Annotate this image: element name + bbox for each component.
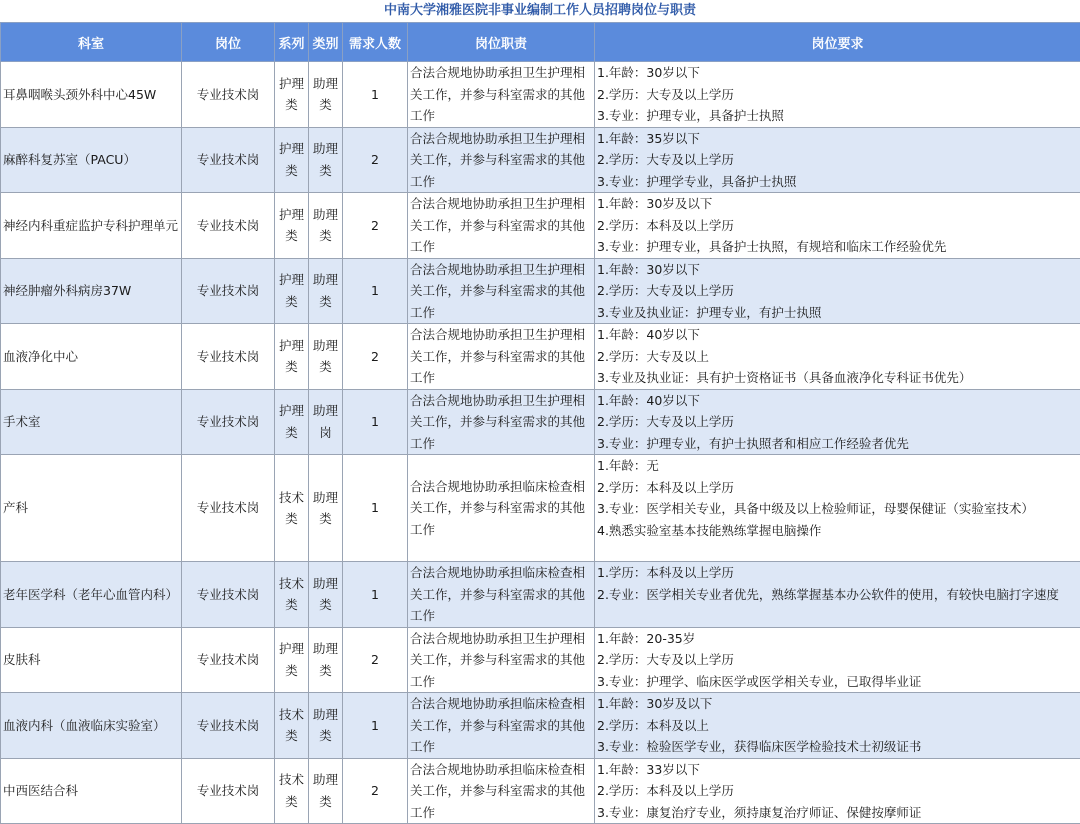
requirement-line: 1.年龄：30岁及以下 <box>597 193 1078 215</box>
requirement-line: 2.学历：大专及以上学历 <box>597 149 1078 171</box>
table-row <box>1 627 1080 693</box>
header-duty: 岗位职责 <box>408 23 595 62</box>
cell-category: 助理类 <box>309 127 343 193</box>
cell-post: 专业技术岗 <box>182 193 275 259</box>
cell-duty: 合法合规地协助承担卫生护理相关工作，并参与科室需求的其他工作 <box>408 127 595 193</box>
requirement-line: 1.年龄：无 <box>597 455 1078 477</box>
cell-series: 护理类 <box>275 62 309 128</box>
cell-dept: 麻醉科复苏室（PACU） <box>1 127 182 193</box>
requirement-line: 2.专业：医学相关专业者优先，熟练掌握基本办公软件的使用，有较快电脑打字速度 <box>597 584 1078 606</box>
requirement-line: 2.学历：大专及以上学历 <box>597 84 1078 106</box>
cell-dept: 中西医结合科 <box>1 758 182 824</box>
cell-count: 2 <box>343 127 408 193</box>
cell-series: 技术类 <box>275 758 309 824</box>
cell-duty: 合法合规地协助承担卫生护理相关工作，并参与科室需求的其他工作 <box>408 627 595 693</box>
requirement-line: 2.学历：大专及以上 <box>597 346 1078 368</box>
requirement-line: 3.专业：护理专业，有护士执照者和相应工作经验者优先 <box>597 433 1078 455</box>
cell-count: 1 <box>343 258 408 324</box>
requirement-line: 1.年龄：20-35岁 <box>597 628 1078 650</box>
table-row <box>1 127 1080 193</box>
cell-post: 专业技术岗 <box>182 562 275 628</box>
cell-post: 专业技术岗 <box>182 455 275 562</box>
table-row <box>1 562 1080 628</box>
cell-series: 护理类 <box>275 627 309 693</box>
cell-category: 助理类 <box>309 758 343 824</box>
cell-count: 2 <box>343 324 408 390</box>
requirement-line: 1.学历：本科及以上学历 <box>597 562 1078 584</box>
requirement-line: 3.专业：康复治疗专业，须持康复治疗师证、保健按摩师证 <box>597 802 1078 824</box>
cell-dept: 血液内科（血液临床实验室） <box>1 693 182 759</box>
cell-requirements <box>595 62 1080 128</box>
cell-duty: 合法合规地协助承担临床检查相关工作，并参与科室需求的其他工作 <box>408 758 595 824</box>
requirement-line: 3.专业：护理专业，具备护士执照，有规培和临床工作经验优先 <box>597 236 1078 258</box>
table-body <box>1 62 1080 824</box>
cell-dept: 皮肤科 <box>1 627 182 693</box>
requirement-line: 1.年龄：40岁以下 <box>597 324 1078 346</box>
cell-series: 护理类 <box>275 389 309 455</box>
cell-dept: 神经内科重症监护专科护理单元 <box>1 193 182 259</box>
requirement-line: 3.专业及执业证：护理专业，有护士执照 <box>597 302 1078 324</box>
cell-count: 1 <box>343 455 408 562</box>
table-row <box>1 693 1080 759</box>
table-row <box>1 258 1080 324</box>
cell-dept: 神经肿瘤外科病房37W <box>1 258 182 324</box>
cell-dept: 产科 <box>1 455 182 562</box>
cell-category: 助理类 <box>309 324 343 390</box>
cell-count: 2 <box>343 627 408 693</box>
cell-count: 1 <box>343 562 408 628</box>
cell-duty: 合法合规地协助承担卫生护理相关工作，并参与科室需求的其他工作 <box>408 389 595 455</box>
header-category: 类别 <box>309 23 343 62</box>
cell-requirements <box>595 455 1080 562</box>
cell-dept: 老年医学科（老年心血管内科） <box>1 562 182 628</box>
cell-count: 1 <box>343 62 408 128</box>
header-requirements: 岗位要求 <box>595 23 1080 62</box>
cell-requirements <box>595 693 1080 759</box>
cell-post: 专业技术岗 <box>182 758 275 824</box>
cell-post: 专业技术岗 <box>182 62 275 128</box>
cell-count: 1 <box>343 693 408 759</box>
header-series: 系列 <box>275 23 309 62</box>
cell-series: 技术类 <box>275 693 309 759</box>
requirement-line: 1.年龄：35岁以下 <box>597 128 1078 150</box>
cell-count: 1 <box>343 389 408 455</box>
cell-requirements <box>595 389 1080 455</box>
cell-duty: 合法合规地协助承担临床检查相关工作，并参与科室需求的其他工作 <box>408 455 595 562</box>
requirement-line: 1.年龄：40岁以下 <box>597 390 1078 412</box>
requirement-line: 1.年龄：30岁以下 <box>597 259 1078 281</box>
cell-category: 助理类 <box>309 62 343 128</box>
cell-duty: 合法合规地协助承担临床检查相关工作，并参与科室需求的其他工作 <box>408 562 595 628</box>
table-row <box>1 758 1080 824</box>
cell-series: 护理类 <box>275 193 309 259</box>
cell-dept: 手术室 <box>1 389 182 455</box>
cell-post: 专业技术岗 <box>182 127 275 193</box>
cell-requirements <box>595 193 1080 259</box>
requirement-line: 4.熟悉实验室基本技能熟练掌握电脑操作 <box>597 520 1078 542</box>
cell-series: 技术类 <box>275 455 309 562</box>
header-post: 岗位 <box>182 23 275 62</box>
cell-category: 助理类 <box>309 258 343 324</box>
header-dept: 科室 <box>1 23 182 62</box>
requirement-line: 3.专业：医学相关专业，具备中级及以上检验师证，母婴保健证（实验室技术） <box>597 498 1078 520</box>
requirement-line: 2.学历：大专及以上学历 <box>597 280 1078 302</box>
cell-requirements <box>595 127 1080 193</box>
cell-requirements <box>595 562 1080 628</box>
requirement-line: 2.学历：本科及以上 <box>597 715 1078 737</box>
cell-duty: 合法合规地协助承担临床检查相关工作，并参与科室需求的其他工作 <box>408 693 595 759</box>
cell-duty: 合法合规地协助承担卫生护理相关工作，并参与科室需求的其他工作 <box>408 258 595 324</box>
cell-category: 助理类 <box>309 193 343 259</box>
cell-duty: 合法合规地协助承担卫生护理相关工作，并参与科室需求的其他工作 <box>408 193 595 259</box>
cell-duty: 合法合规地协助承担卫生护理相关工作，并参与科室需求的其他工作 <box>408 62 595 128</box>
cell-requirements <box>595 758 1080 824</box>
cell-post: 专业技术岗 <box>182 627 275 693</box>
cell-category: 助理岗 <box>309 389 343 455</box>
cell-post: 专业技术岗 <box>182 324 275 390</box>
table-row <box>1 389 1080 455</box>
cell-series: 技术类 <box>275 562 309 628</box>
page-title: 中南大学湘雅医院非事业编制工作人员招聘岗位与职责 <box>0 0 1080 22</box>
requirement-line: 2.学历：大专及以上学历 <box>597 411 1078 433</box>
requirement-line: 1.年龄：33岁以下 <box>597 759 1078 781</box>
cell-post: 专业技术岗 <box>182 258 275 324</box>
recruitment-table <box>0 22 1080 824</box>
requirement-line: 2.学历：本科及以上学历 <box>597 477 1078 499</box>
cell-duty: 合法合规地协助承担卫生护理相关工作，并参与科室需求的其他工作 <box>408 324 595 390</box>
cell-requirements <box>595 324 1080 390</box>
cell-requirements <box>595 258 1080 324</box>
cell-category: 助理类 <box>309 627 343 693</box>
header-count: 需求人数 <box>343 23 408 62</box>
requirement-line: 2.学历：本科及以上学历 <box>597 780 1078 802</box>
cell-category: 助理类 <box>309 562 343 628</box>
cell-series: 护理类 <box>275 127 309 193</box>
cell-post: 专业技术岗 <box>182 389 275 455</box>
cell-category: 助理类 <box>309 455 343 562</box>
table-row <box>1 193 1080 259</box>
cell-post: 专业技术岗 <box>182 693 275 759</box>
requirement-line: 3.专业及执业证：具有护士资格证书（具备血液净化专科证书优先） <box>597 367 1078 389</box>
requirement-line: 3.专业：护理学、临床医学或医学相关专业，已取得毕业证 <box>597 671 1078 693</box>
table-header-row <box>1 23 1080 62</box>
table-row <box>1 455 1080 562</box>
requirement-line: 2.学历：大专及以上学历 <box>597 649 1078 671</box>
requirement-line: 3.专业：检验医学专业，获得临床医学检验技术士初级证书 <box>597 736 1078 758</box>
cell-dept: 耳鼻咽喉头颈外科中心45W <box>1 62 182 128</box>
requirement-line: 3.专业：护理学专业，具备护士执照 <box>597 171 1078 193</box>
cell-requirements <box>595 627 1080 693</box>
requirement-line: 3.专业：护理专业，具备护士执照 <box>597 105 1078 127</box>
requirement-line: 2.学历：本科及以上学历 <box>597 215 1078 237</box>
cell-count: 2 <box>343 758 408 824</box>
table-row <box>1 324 1080 390</box>
cell-count: 2 <box>343 193 408 259</box>
table-row <box>1 62 1080 128</box>
cell-series: 护理类 <box>275 324 309 390</box>
requirement-line: 1.年龄：30岁以下 <box>597 62 1078 84</box>
cell-dept: 血液净化中心 <box>1 324 182 390</box>
cell-category: 助理类 <box>309 693 343 759</box>
requirement-line: 1.年龄：30岁及以下 <box>597 693 1078 715</box>
cell-series: 护理类 <box>275 258 309 324</box>
